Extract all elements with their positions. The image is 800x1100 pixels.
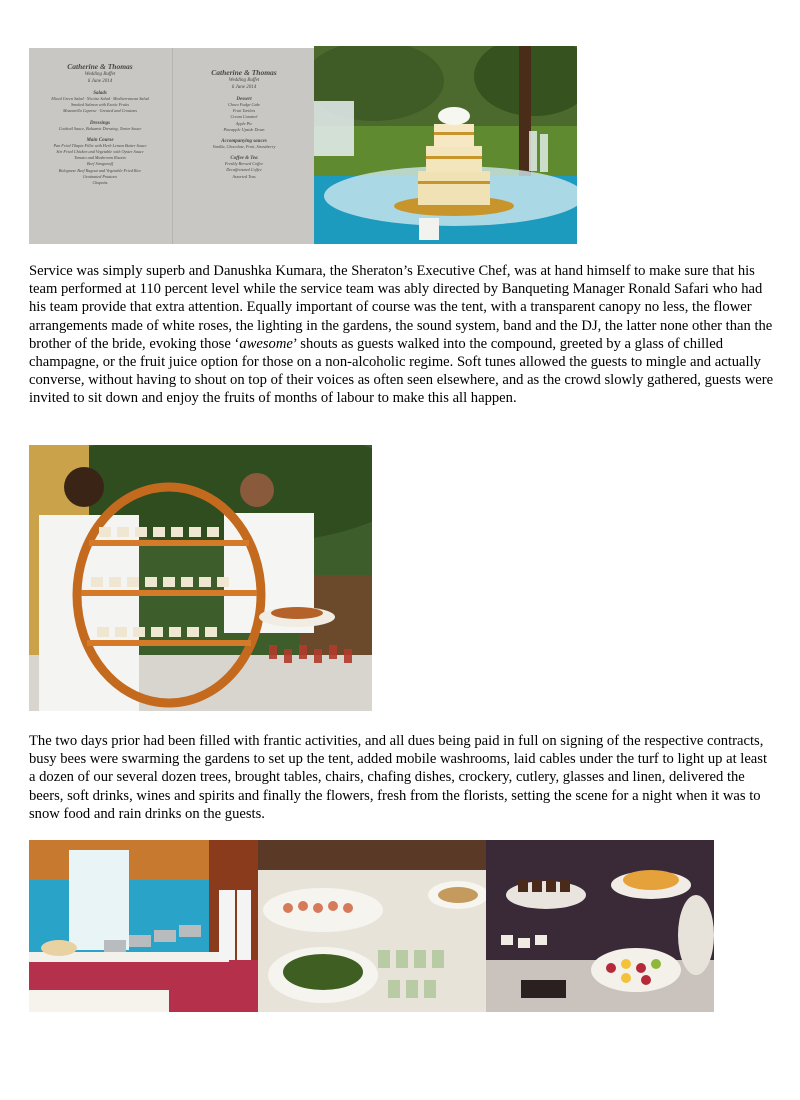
menu-item: Vanilla, Chocolate, Fruit, Strawberry xyxy=(212,144,276,150)
buffet-dishes-photo xyxy=(258,840,486,1012)
menu-item: Stir Fried Chicken and Vegetable with Oyster Sauce xyxy=(56,149,144,155)
article-paragraph-1 xyxy=(29,262,774,408)
menu-item: Pan Fried Tilapia Fillet with Herb Lemon Butter Sauce xyxy=(53,142,147,148)
paragraph-1-text-before: Service was simply superb and Danushka Kumara, the Sheraton’s Executive Chef, was at hand himself to make sure that his team performed at 110 percent level while the service team was ably directed by Banqueting Manager Ronald Safari who had his team provide that extra attention. Equally important of course was the tent, with a transparent canopy no less, the flower arrangements made of white roses, the lighting in the gardens, the sound system, band and the DJ, the latter none other than the brother of the bride, evoking those ‘ xyxy=(29,263,773,352)
menu-item: Assorted Teas xyxy=(232,173,256,179)
menu-item: Cocktail Sauce, Balsamic Dressing, Tartar Sauce xyxy=(58,125,142,131)
menu-section-heading: Accompanying sauces xyxy=(221,139,267,145)
menu-item: Tomato and Mushroom Risotto xyxy=(74,155,126,161)
menu-left-subtitle-1: Wedding Buffet xyxy=(84,72,116,77)
chefs-dessert-display-photo xyxy=(29,445,372,711)
menu-item: Pineapple Upside Down xyxy=(223,126,265,132)
menu-item: Fruit Tartlets xyxy=(232,108,256,114)
menu-right-title: Catherine & Thomas xyxy=(211,68,277,77)
menu-right-subtitle-2: 6 June 2014 xyxy=(231,85,257,90)
menu-item: Chapatis xyxy=(92,180,108,186)
menu-item: Bolognese Beef Ragout and Vegetable Fried Rice xyxy=(58,167,142,173)
menu-item: Choco Fudge Cake xyxy=(227,102,261,107)
menu-item: Beef Stroganoff xyxy=(86,161,113,167)
paragraph-1-text-after: ’ shouts as guests walked into the compound, greeted by a glass of chilled champagne, or the fruit juice option for those on a non-alcoholic regime. Soft tunes allowed the guests to mingle and actually converse, without having to shout on top of their voices as often seen elsewhere, and as the crowd slowly gathered, guests were invited to sit down and enjoy the fruits of months of labour to make this all happen. xyxy=(29,335,774,407)
menu-item: Cream Caramel xyxy=(230,114,258,120)
wedding-cake-photo xyxy=(314,46,577,244)
menu-section-heading: Dessert xyxy=(236,97,252,102)
menu-left-subtitle-2: 6 June 2014 xyxy=(87,79,113,84)
menu-right-column xyxy=(179,68,309,180)
menu-item: Apple Pie xyxy=(235,120,253,126)
menu-card-photo xyxy=(29,48,314,244)
menu-section-heading: Salads xyxy=(93,91,107,96)
paragraph-1-emphasis: awesome xyxy=(239,335,293,352)
menu-right-subtitle-1: Wedding Buffet xyxy=(228,78,260,83)
menu-section-heading: Coffee & Tea xyxy=(230,156,258,162)
menu-item: Gratinated Potatoes xyxy=(82,173,118,179)
menu-left-title: Catherine & Thomas xyxy=(67,62,133,71)
menu-item: Smoked Salmon with Exotic Fruits xyxy=(71,102,129,108)
menu-item: Freshly Brewed Coffee xyxy=(224,161,264,167)
menu-item: Decaffeinated Coffee xyxy=(226,167,262,173)
menu-fold-line xyxy=(172,48,173,244)
menu-section-heading: Main Course xyxy=(86,137,114,143)
dessert-table-photo xyxy=(486,840,714,1012)
menu-section-heading: Dressings xyxy=(89,120,111,126)
menu-item: Mixed Green Salad · Nicoise Salad · Mediterranean Salad xyxy=(51,96,149,101)
article-paragraph-2: The two days prior had been filled with frantic activities, and all dues being paid in full on signing of the respective contracts, busy bees were swarming the gardens to set up the tent, added mobile washrooms, laid cables under the turf to light up at least a dozen of our several dozen trees, brought tables, chairs, chafing dishes, crockery, cutlery, glasses and linen, delivered the beers, soft drinks, wines and spirits and finally the flowers, fresh from the florists, setting the scene for a night when it was to snow food and rain drinks on the guests. xyxy=(29,733,768,822)
menu-left-column xyxy=(35,62,165,186)
buffet-hall-photo xyxy=(29,840,258,1012)
menu-item: Mozzarella Caprese · Greated and Croutons xyxy=(62,108,138,114)
